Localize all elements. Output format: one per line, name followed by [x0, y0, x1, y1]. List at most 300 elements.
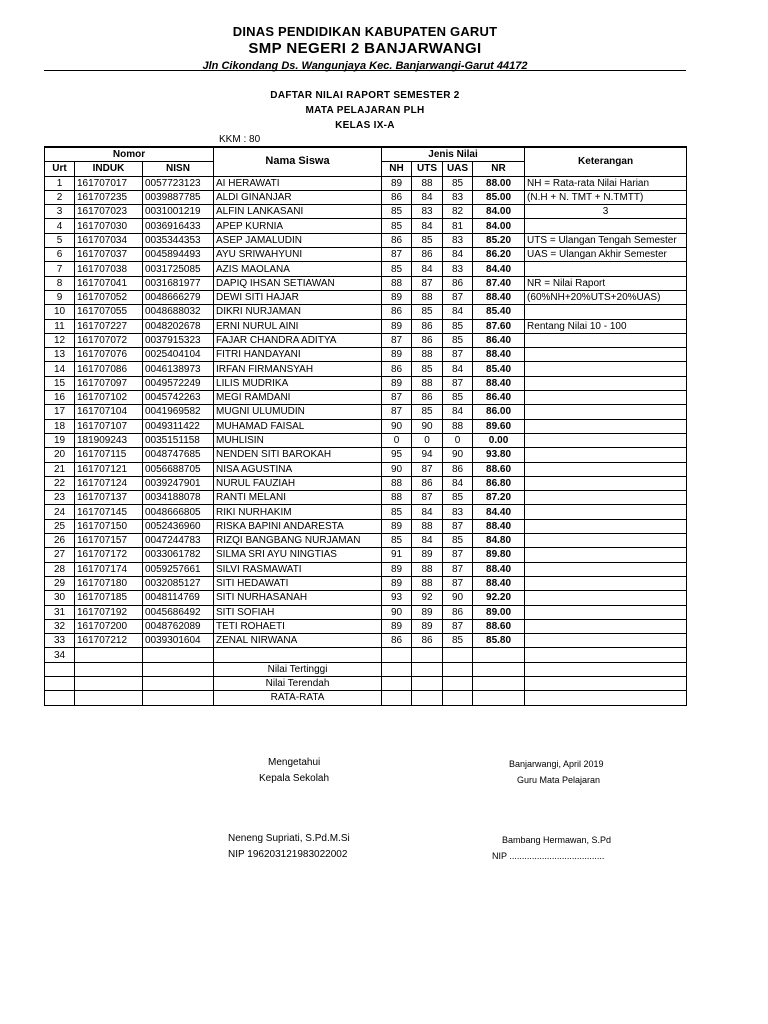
- cell-nama: RISKA BAPINI ANDARESTA: [214, 519, 382, 533]
- cell-uts: 85: [412, 233, 443, 247]
- cell-uts: 86: [412, 319, 443, 333]
- cell-nr: 88.40: [473, 519, 525, 533]
- cell-induk: 161707052: [75, 290, 143, 304]
- header-nama-siswa: Nama Siswa: [214, 147, 382, 176]
- summary-label: RATA-RATA: [214, 691, 382, 705]
- table-row: [45, 190, 687, 204]
- table-row: [45, 348, 687, 362]
- agency-name: DINAS PENDIDIKAN KABUPATEN GARUT: [232, 24, 498, 39]
- cell-empty: [412, 691, 443, 705]
- cell-uts: 86: [412, 333, 443, 347]
- grades-table: [44, 146, 687, 706]
- cell-nr: 93.80: [473, 448, 525, 462]
- cell-uts: 0: [412, 433, 443, 447]
- cell-nr: 84.00: [473, 219, 525, 233]
- cell-nisn: 0031725085: [143, 262, 214, 276]
- cell-urt: 22: [45, 476, 75, 490]
- cell-induk: 181909243: [75, 433, 143, 447]
- cell-keterangan: [525, 405, 687, 419]
- cell-nisn: 0034188078: [143, 491, 214, 505]
- cell-uas: 90: [443, 591, 473, 605]
- cell-keterangan: NR = Nilai Raport: [525, 276, 687, 290]
- cell-keterangan: [525, 476, 687, 490]
- cell-nama: MEGI RAMDANI: [214, 391, 382, 405]
- cell-nh: 89: [382, 562, 412, 576]
- cell-uts: 86: [412, 634, 443, 648]
- cell-empty: [473, 691, 525, 705]
- cell-induk: 161707180: [75, 576, 143, 590]
- sig-left-label: Mengetahui: [268, 757, 321, 768]
- cell-uas: 84: [443, 405, 473, 419]
- cell-uas: 85: [443, 534, 473, 548]
- cell-empty: [525, 662, 687, 676]
- cell-keterangan: [525, 576, 687, 590]
- cell-urt: 15: [45, 376, 75, 390]
- cell-keterangan: [525, 562, 687, 576]
- cell-nh: 93: [382, 591, 412, 605]
- cell-nr: 85.40: [473, 362, 525, 376]
- subject-title: MATA PELAJARAN PLH: [305, 105, 425, 116]
- table-row: [45, 433, 687, 447]
- cell-induk: 161707227: [75, 319, 143, 333]
- cell-keterangan: [525, 362, 687, 376]
- cell-nh: 86: [382, 305, 412, 319]
- cell-keterangan: [525, 333, 687, 347]
- cell-nama: TETI ROHAETI: [214, 619, 382, 633]
- cell-uas: 87: [443, 562, 473, 576]
- summary-label: Nilai Tertinggi: [214, 662, 382, 676]
- cell-nh: 85: [382, 205, 412, 219]
- cell-urt: 18: [45, 419, 75, 433]
- cell-empty: [382, 691, 412, 705]
- cell-nr: 88.40: [473, 348, 525, 362]
- cell-nama: NENDEN SITI BAROKAH: [214, 448, 382, 462]
- table-row: [45, 605, 687, 619]
- table-row: [45, 405, 687, 419]
- cell-nr: 86.40: [473, 333, 525, 347]
- cell-uas: 84: [443, 305, 473, 319]
- cell-empty: [214, 648, 382, 662]
- cell-nr: 84.00: [473, 205, 525, 219]
- cell-nisn: 0048202678: [143, 319, 214, 333]
- cell-empty: [75, 662, 143, 676]
- cell-nisn: 0048114769: [143, 591, 214, 605]
- cell-nr: 84.40: [473, 505, 525, 519]
- table-row: [45, 476, 687, 490]
- cell-uas: 82: [443, 205, 473, 219]
- cell-induk: 161707038: [75, 262, 143, 276]
- cell-nisn: 0031681977: [143, 276, 214, 290]
- table-row: [45, 648, 687, 662]
- cell-induk: 161707157: [75, 534, 143, 548]
- cell-nh: 87: [382, 391, 412, 405]
- cell-induk: 161707115: [75, 448, 143, 462]
- cell-nama: SITI NURHASANAH: [214, 591, 382, 605]
- table-row: [45, 505, 687, 519]
- cell-induk: 161707212: [75, 634, 143, 648]
- cell-uas: 85: [443, 319, 473, 333]
- cell-nr: 85.80: [473, 634, 525, 648]
- cell-nisn: 0052436960: [143, 519, 214, 533]
- table-row: [45, 233, 687, 247]
- cell-nama: FAJAR CHANDRA ADITYA: [214, 333, 382, 347]
- cell-urt: 21: [45, 462, 75, 476]
- cell-keterangan: [525, 491, 687, 505]
- cell-keterangan: UAS = Ulangan Akhir Semester: [525, 248, 687, 262]
- cell-keterangan: [525, 605, 687, 619]
- table-row: [45, 276, 687, 290]
- cell-empty: [412, 648, 443, 662]
- cell-uas: 87: [443, 290, 473, 304]
- cell-nisn: 0048688032: [143, 305, 214, 319]
- table-row: [45, 591, 687, 605]
- cell-nisn: 0032085127: [143, 576, 214, 590]
- cell-nisn: 0047244783: [143, 534, 214, 548]
- cell-uas: 85: [443, 333, 473, 347]
- table-row: [45, 219, 687, 233]
- cell-empty: [45, 676, 75, 690]
- cell-nisn: 0049572249: [143, 376, 214, 390]
- cell-uas: 87: [443, 376, 473, 390]
- cell-nama: NISA AGUSTINA: [214, 462, 382, 476]
- cell-uts: 88: [412, 576, 443, 590]
- cell-empty: [443, 648, 473, 662]
- cell-induk: 161707037: [75, 248, 143, 262]
- cell-nh: 95: [382, 448, 412, 462]
- cell-nr: 88.60: [473, 619, 525, 633]
- cell-keterangan: [525, 519, 687, 533]
- cell-nr: 84.80: [473, 534, 525, 548]
- cell-empty: [443, 662, 473, 676]
- cell-nr: 87.40: [473, 276, 525, 290]
- cell-nama: DEWI SITI HAJAR: [214, 290, 382, 304]
- cell-nh: 85: [382, 219, 412, 233]
- cell-nr: 88.40: [473, 576, 525, 590]
- table-row: [45, 634, 687, 648]
- cell-urt: 10: [45, 305, 75, 319]
- cell-urt: 28: [45, 562, 75, 576]
- cell-nama: DIKRI NURJAMAN: [214, 305, 382, 319]
- header-induk: INDUK: [75, 162, 143, 176]
- class-title: KELAS IX-A: [335, 120, 395, 131]
- cell-uas: 84: [443, 248, 473, 262]
- cell-nama: NURUL FAUZIAH: [214, 476, 382, 490]
- cell-nama: ALFIN LANKASANI: [214, 205, 382, 219]
- table-row: [45, 391, 687, 405]
- cell-uts: 88: [412, 519, 443, 533]
- cell-urt: 23: [45, 491, 75, 505]
- cell-nr: 87.20: [473, 491, 525, 505]
- table-row: [45, 362, 687, 376]
- cell-nr: 88.60: [473, 462, 525, 476]
- cell-uts: 90: [412, 419, 443, 433]
- cell-nr: 89.80: [473, 548, 525, 562]
- cell-induk: 161707055: [75, 305, 143, 319]
- cell-nisn: 0039301604: [143, 634, 214, 648]
- cell-nisn: 0041969582: [143, 405, 214, 419]
- cell-nama: AYU SRIWAHYUNI: [214, 248, 382, 262]
- cell-urt: 6: [45, 248, 75, 262]
- cell-induk: 161707121: [75, 462, 143, 476]
- cell-uas: 84: [443, 476, 473, 490]
- cell-urt: 4: [45, 219, 75, 233]
- sig-right-date: Banjarwangi, April 2019: [509, 759, 604, 769]
- cell-urt: 20: [45, 448, 75, 462]
- table-row: [45, 248, 687, 262]
- header-uas: UAS: [443, 162, 473, 176]
- cell-induk: 161707041: [75, 276, 143, 290]
- cell-uas: 86: [443, 462, 473, 476]
- cell-uas: 83: [443, 190, 473, 204]
- cell-uts: 86: [412, 391, 443, 405]
- cell-empty: [45, 662, 75, 676]
- table-row: [45, 534, 687, 548]
- table-row: [45, 376, 687, 390]
- cell-nisn: 0045686492: [143, 605, 214, 619]
- cell-nh: 89: [382, 176, 412, 190]
- cell-nisn: 0039887785: [143, 190, 214, 204]
- cell-nr: 92.20: [473, 591, 525, 605]
- table-row: [45, 576, 687, 590]
- cell-uts: 89: [412, 619, 443, 633]
- cell-empty: [473, 662, 525, 676]
- table-row: [45, 519, 687, 533]
- cell-nh: 89: [382, 619, 412, 633]
- cell-nr: 85.00: [473, 190, 525, 204]
- cell-nh: 88: [382, 476, 412, 490]
- cell-induk: 161707104: [75, 405, 143, 419]
- cell-empty: [412, 662, 443, 676]
- cell-uts: 83: [412, 205, 443, 219]
- cell-uas: 83: [443, 505, 473, 519]
- cell-nr: 88.40: [473, 290, 525, 304]
- summary-row: [45, 662, 687, 676]
- cell-nr: 85.40: [473, 305, 525, 319]
- cell-nh: 90: [382, 462, 412, 476]
- cell-keterangan: [525, 376, 687, 390]
- cell-empty: [45, 691, 75, 705]
- cell-urt: 1: [45, 176, 75, 190]
- cell-uas: 85: [443, 491, 473, 505]
- cell-keterangan: (N.H + N. TMT + N.TMTT): [525, 190, 687, 204]
- cell-nama: AZIS MAOLANA: [214, 262, 382, 276]
- cell-nama: RANTI MELANI: [214, 491, 382, 505]
- school-name: SMP NEGERI 2 BANJARWANGI: [248, 40, 482, 57]
- cell-uas: 85: [443, 176, 473, 190]
- cell-empty: [443, 691, 473, 705]
- cell-keterangan: [525, 448, 687, 462]
- cell-nr: 88.00: [473, 176, 525, 190]
- cell-keterangan: UTS = Ulangan Tengah Semester: [525, 233, 687, 247]
- cell-urt: 8: [45, 276, 75, 290]
- letterhead: [40, 24, 690, 74]
- cell-nh: 90: [382, 419, 412, 433]
- cell-keterangan: [525, 419, 687, 433]
- cell-nr: 89.00: [473, 605, 525, 619]
- cell-uas: 87: [443, 348, 473, 362]
- cell-keterangan: [525, 591, 687, 605]
- cell-nama: ERNI NURUL AINI: [214, 319, 382, 333]
- header-nomor: Nomor: [45, 147, 214, 162]
- letterhead-divider: [44, 70, 686, 71]
- cell-empty: [473, 676, 525, 690]
- cell-urt: 32: [45, 619, 75, 633]
- cell-urt: 7: [45, 262, 75, 276]
- cell-nr: 0.00: [473, 433, 525, 447]
- cell-nr: 86.40: [473, 391, 525, 405]
- cell-keterangan: [525, 262, 687, 276]
- cell-nama: LILIS MUDRIKA: [214, 376, 382, 390]
- table-row: [45, 290, 687, 304]
- cell-induk: 161707017: [75, 176, 143, 190]
- summary-row: [45, 676, 687, 690]
- cell-empty: [382, 648, 412, 662]
- cell-nr: 88.40: [473, 376, 525, 390]
- cell-nisn: 0031001219: [143, 205, 214, 219]
- cell-nisn: 0045894493: [143, 248, 214, 262]
- cell-uas: 87: [443, 576, 473, 590]
- header-nisn: NISN: [143, 162, 214, 176]
- cell-induk: 161707172: [75, 548, 143, 562]
- cell-nh: 89: [382, 576, 412, 590]
- sig-left-nip: NIP 196203121983022002: [228, 849, 348, 860]
- sig-right-nip: NIP ......................................: [492, 851, 605, 861]
- cell-keterangan: Rentang Nilai 10 - 100: [525, 319, 687, 333]
- table-row: [45, 619, 687, 633]
- cell-uas: 81: [443, 219, 473, 233]
- cell-uts: 88: [412, 376, 443, 390]
- cell-uas: 86: [443, 605, 473, 619]
- cell-nama: ASEP JAMALUDIN: [214, 233, 382, 247]
- cell-empty: [143, 691, 214, 705]
- cell-uas: 83: [443, 233, 473, 247]
- cell-urt: 9: [45, 290, 75, 304]
- cell-induk: 161707124: [75, 476, 143, 490]
- cell-nama: SILVI RASMAWATI: [214, 562, 382, 576]
- cell-nisn: 0035151158: [143, 433, 214, 447]
- cell-uts: 84: [412, 190, 443, 204]
- cell-uts: 89: [412, 605, 443, 619]
- cell-uas: 84: [443, 362, 473, 376]
- cell-keterangan: [525, 634, 687, 648]
- cell-urt: 27: [45, 548, 75, 562]
- cell-nr: 86.00: [473, 405, 525, 419]
- table-row: [45, 562, 687, 576]
- cell-uts: 84: [412, 219, 443, 233]
- cell-nh: 87: [382, 333, 412, 347]
- cell-empty: [525, 676, 687, 690]
- cell-nisn: 0048762089: [143, 619, 214, 633]
- cell-nisn: 0059257661: [143, 562, 214, 576]
- table-row: [45, 319, 687, 333]
- cell-uts: 84: [412, 505, 443, 519]
- cell-induk: 161707145: [75, 505, 143, 519]
- cell-uas: 86: [443, 276, 473, 290]
- cell-nh: 89: [382, 376, 412, 390]
- cell-empty: [412, 676, 443, 690]
- cell-empty: [525, 691, 687, 705]
- cell-uas: 87: [443, 519, 473, 533]
- cell-nr: 86.80: [473, 476, 525, 490]
- cell-uts: 84: [412, 534, 443, 548]
- cell-empty: [143, 676, 214, 690]
- cell-urt: 16: [45, 391, 75, 405]
- cell-empty: [75, 691, 143, 705]
- cell-nr: 88.40: [473, 562, 525, 576]
- header-nr: NR: [473, 162, 525, 176]
- cell-urt: 31: [45, 605, 75, 619]
- cell-keterangan: [525, 534, 687, 548]
- cell-keterangan: [525, 219, 687, 233]
- cell-nama: RIKI NURHAKIM: [214, 505, 382, 519]
- cell-uts: 88: [412, 562, 443, 576]
- cell-nh: 87: [382, 405, 412, 419]
- cell-uts: 86: [412, 476, 443, 490]
- cell-induk: 161707150: [75, 519, 143, 533]
- cell-uas: 0: [443, 433, 473, 447]
- header-jenis-nilai: Jenis Nilai: [382, 147, 525, 162]
- table-row: [45, 448, 687, 462]
- cell-nisn: 0049311422: [143, 419, 214, 433]
- cell-induk: 161707185: [75, 591, 143, 605]
- sig-left-name: Neneng Supriati, S.Pd.M.Si: [228, 833, 350, 844]
- cell-nama: AI HERAWATI: [214, 176, 382, 190]
- table-row: [45, 548, 687, 562]
- sig-right-role: Guru Mata Pelajaran: [517, 775, 601, 785]
- cell-keterangan: [525, 548, 687, 562]
- cell-nh: 85: [382, 534, 412, 548]
- table-row: [45, 262, 687, 276]
- cell-nh: 89: [382, 319, 412, 333]
- cell-induk: 161707174: [75, 562, 143, 576]
- school-address: Jln Cikondang Ds. Wangunjaya Kec. Banjarwangi-Garut 44172: [202, 60, 528, 72]
- header-keterangan: Keterangan: [525, 147, 687, 176]
- cell-empty: [143, 648, 214, 662]
- cell-nh: 91: [382, 548, 412, 562]
- table-row: [45, 419, 687, 433]
- cell-urt: 11: [45, 319, 75, 333]
- cell-urt: 3: [45, 205, 75, 219]
- cell-urt: 30: [45, 591, 75, 605]
- cell-uts: 86: [412, 248, 443, 262]
- cell-keterangan: [525, 619, 687, 633]
- summary-row: [45, 691, 687, 705]
- cell-nama: MUHLISIN: [214, 433, 382, 447]
- cell-nama: SILMA SRI AYU NINGTIAS: [214, 548, 382, 562]
- cell-nama: IRFAN FIRMANSYAH: [214, 362, 382, 376]
- cell-nh: 87: [382, 248, 412, 262]
- table-row: [45, 205, 687, 219]
- cell-nama: MUGNI ULUMUDIN: [214, 405, 382, 419]
- cell-nr: 84.40: [473, 262, 525, 276]
- cell-uts: 84: [412, 262, 443, 276]
- cell-induk: 161707107: [75, 419, 143, 433]
- cell-empty: [75, 676, 143, 690]
- cell-urt: 17: [45, 405, 75, 419]
- document-title: DAFTAR NILAI RAPORT SEMESTER 2: [270, 90, 460, 101]
- cell-uas: 87: [443, 548, 473, 562]
- cell-uas: 85: [443, 634, 473, 648]
- cell-induk: 161707097: [75, 376, 143, 390]
- cell-keterangan: [525, 391, 687, 405]
- cell-uas: 90: [443, 448, 473, 462]
- document-titles: [40, 88, 690, 133]
- cell-nama: APEP KURNIA: [214, 219, 382, 233]
- cell-nh: 86: [382, 233, 412, 247]
- cell-nh: 88: [382, 491, 412, 505]
- cell-nisn: 0025404104: [143, 348, 214, 362]
- cell-uts: 88: [412, 290, 443, 304]
